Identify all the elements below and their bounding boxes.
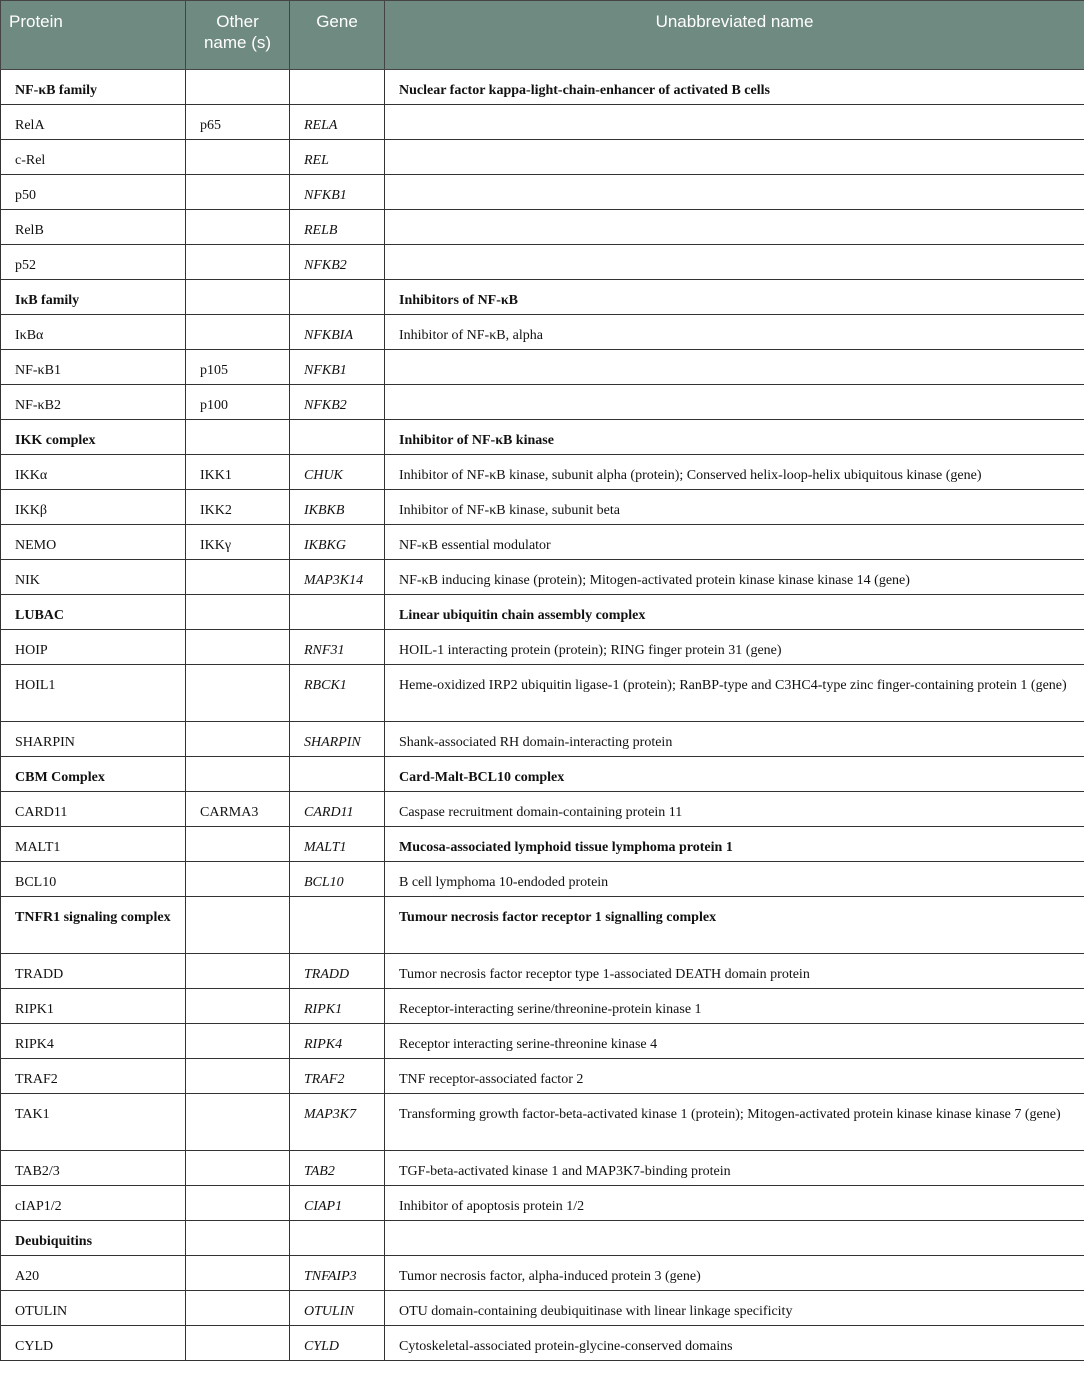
gene-cell: IKBKG [290, 525, 385, 560]
protein-cell: TAB2/3 [1, 1151, 186, 1186]
table-row [1, 315, 1084, 350]
unabbreviated-name-cell [385, 245, 1084, 280]
unabbreviated-name-cell: Tumor necrosis factor, alpha-induced protein 3 (gene) [385, 1256, 1084, 1291]
gene-cell: MALT1 [290, 827, 385, 862]
other-name-cell: p105 [186, 350, 290, 385]
table-row [1, 210, 1084, 245]
protein-cell: MALT1 [1, 827, 186, 862]
gene-cell [290, 70, 385, 105]
gene-cell: RNF31 [290, 630, 385, 665]
group-row [1, 420, 1084, 455]
unabbreviated-name-cell: Cytoskeletal-associated protein-glycine-conserved domains [385, 1326, 1084, 1361]
unabbreviated-name-cell [385, 105, 1084, 140]
table-row [1, 1024, 1084, 1059]
protein-cell: c-Rel [1, 140, 186, 175]
other-name-cell: IKKγ [186, 525, 290, 560]
unabbreviated-name-cell [385, 210, 1084, 245]
gene-cell: BCL10 [290, 862, 385, 897]
other-name-cell [186, 175, 290, 210]
protein-cell: NF-κB1 [1, 350, 186, 385]
table-row [1, 1256, 1084, 1291]
group-row [1, 1221, 1084, 1256]
protein-cell: LUBAC [1, 595, 186, 630]
header-other-names: Other name (s) [186, 1, 290, 70]
unabbreviated-name-cell [385, 140, 1084, 175]
protein-cell: IKKβ [1, 490, 186, 525]
table-row [1, 560, 1084, 595]
protein-cell: p50 [1, 175, 186, 210]
gene-cell: CHUK [290, 455, 385, 490]
unabbreviated-name-cell: Inhibitor of NF-κB, alpha [385, 315, 1084, 350]
protein-cell: RelB [1, 210, 186, 245]
other-name-cell [186, 210, 290, 245]
other-name-cell [186, 560, 290, 595]
gene-cell: CARD11 [290, 792, 385, 827]
protein-cell: IKKα [1, 455, 186, 490]
gene-cell: CYLD [290, 1326, 385, 1361]
protein-cell: HOIL1 [1, 665, 186, 722]
unabbreviated-name-cell: Inhibitors of NF-κB [385, 280, 1084, 315]
table-row [1, 105, 1084, 140]
other-name-cell: p65 [186, 105, 290, 140]
gene-cell: NFKBIA [290, 315, 385, 350]
gene-cell: RIPK1 [290, 989, 385, 1024]
other-name-cell [186, 827, 290, 862]
other-name-cell [186, 245, 290, 280]
protein-cell: TRAF2 [1, 1059, 186, 1094]
other-name-cell [186, 315, 290, 350]
header-gene: Gene [290, 1, 385, 70]
unabbreviated-name-cell: Tumour necrosis factor receptor 1 signalling complex [385, 897, 1084, 954]
protein-cell: cIAP1/2 [1, 1186, 186, 1221]
unabbreviated-name-cell: HOIL-1 interacting protein (protein); RING finger protein 31 (gene) [385, 630, 1084, 665]
table-row [1, 989, 1084, 1024]
protein-cell: CARD11 [1, 792, 186, 827]
protein-cell: IκB family [1, 280, 186, 315]
unabbreviated-name-cell: Card-Malt-BCL10 complex [385, 757, 1084, 792]
unabbreviated-name-cell: Caspase recruitment domain-containing protein 11 [385, 792, 1084, 827]
protein-cell: NF-κB2 [1, 385, 186, 420]
other-name-cell [186, 665, 290, 722]
table-row [1, 245, 1084, 280]
protein-cell: NIK [1, 560, 186, 595]
protein-cell: TNFR1 signaling complex [1, 897, 186, 954]
gene-cell: MAP3K7 [290, 1094, 385, 1151]
gene-cell [290, 280, 385, 315]
other-name-cell [186, 897, 290, 954]
gene-cell: OTULIN [290, 1291, 385, 1326]
protein-cell: p52 [1, 245, 186, 280]
other-name-cell [186, 954, 290, 989]
other-name-cell [186, 1256, 290, 1291]
unabbreviated-name-cell: B cell lymphoma 10-endoded protein [385, 862, 1084, 897]
protein-cell: RIPK1 [1, 989, 186, 1024]
unabbreviated-name-cell: Heme-oxidized IRP2 ubiquitin ligase-1 (protein); RanBP-type and C3HC4-type zinc finger-containing protein 1 (gene) [385, 665, 1084, 722]
table-row [1, 490, 1084, 525]
table-row [1, 1326, 1084, 1361]
protein-cell: TRADD [1, 954, 186, 989]
other-name-cell [186, 1059, 290, 1094]
other-name-cell [186, 1221, 290, 1256]
other-name-cell [186, 757, 290, 792]
protein-cell: CBM Complex [1, 757, 186, 792]
unabbreviated-name-cell [385, 385, 1084, 420]
gene-cell: NFKB2 [290, 245, 385, 280]
protein-cell: IκBα [1, 315, 186, 350]
other-name-cell [186, 862, 290, 897]
protein-cell: NF-κB family [1, 70, 186, 105]
table-row [1, 1186, 1084, 1221]
unabbreviated-name-cell: Linear ubiquitin chain assembly complex [385, 595, 1084, 630]
other-name-cell [186, 140, 290, 175]
unabbreviated-name-cell: Mucosa-associated lymphoid tissue lymphoma protein 1 [385, 827, 1084, 862]
header-unabbreviated-name: Unabbreviated name [385, 1, 1084, 70]
table-row [1, 827, 1084, 862]
table-row [1, 862, 1084, 897]
protein-cell: TAK1 [1, 1094, 186, 1151]
other-name-cell: IKK2 [186, 490, 290, 525]
table-row [1, 792, 1084, 827]
gene-cell [290, 1221, 385, 1256]
unabbreviated-name-cell: Inhibitor of apoptosis protein 1/2 [385, 1186, 1084, 1221]
unabbreviated-name-cell: Receptor interacting serine-threonine kinase 4 [385, 1024, 1084, 1059]
unabbreviated-name-cell: OTU domain-containing deubiquitinase with linear linkage specificity [385, 1291, 1084, 1326]
other-name-cell [186, 989, 290, 1024]
other-name-cell [186, 1151, 290, 1186]
gene-cell: MAP3K14 [290, 560, 385, 595]
table-row [1, 1059, 1084, 1094]
table-row [1, 175, 1084, 210]
unabbreviated-name-cell: Tumor necrosis factor receptor type 1-associated DEATH domain protein [385, 954, 1084, 989]
table-row [1, 525, 1084, 560]
gene-cell: TNFAIP3 [290, 1256, 385, 1291]
gene-cell: NFKB2 [290, 385, 385, 420]
group-row [1, 280, 1084, 315]
protein-cell: RIPK4 [1, 1024, 186, 1059]
other-name-cell [186, 630, 290, 665]
table-body [1, 70, 1084, 1361]
table-row [1, 385, 1084, 420]
gene-cell: TAB2 [290, 1151, 385, 1186]
other-name-cell: CARMA3 [186, 792, 290, 827]
gene-cell: TRAF2 [290, 1059, 385, 1094]
gene-cell: RIPK4 [290, 1024, 385, 1059]
unabbreviated-name-cell: Inhibitor of NF-κB kinase, subunit beta [385, 490, 1084, 525]
gene-cell: TRADD [290, 954, 385, 989]
protein-cell: BCL10 [1, 862, 186, 897]
unabbreviated-name-cell: NF-κB inducing kinase (protein); Mitogen-activated protein kinase kinase kinase 14 (gene) [385, 560, 1084, 595]
table-row [1, 140, 1084, 175]
protein-cell: NEMO [1, 525, 186, 560]
table-row [1, 1291, 1084, 1326]
gene-cell: RELA [290, 105, 385, 140]
protein-cell: A20 [1, 1256, 186, 1291]
unabbreviated-name-cell: Nuclear factor kappa-light-chain-enhancer of activated B cells [385, 70, 1084, 105]
protein-cell: OTULIN [1, 1291, 186, 1326]
unabbreviated-name-cell: TNF receptor-associated factor 2 [385, 1059, 1084, 1094]
other-name-cell [186, 1291, 290, 1326]
protein-cell: RelA [1, 105, 186, 140]
other-name-cell [186, 722, 290, 757]
unabbreviated-name-cell: TGF-beta-activated kinase 1 and MAP3K7-binding protein [385, 1151, 1084, 1186]
unabbreviated-name-cell: Inhibitor of NF-κB kinase [385, 420, 1084, 455]
unabbreviated-name-cell [385, 1221, 1084, 1256]
group-row [1, 70, 1084, 105]
table-row [1, 954, 1084, 989]
other-name-cell [186, 70, 290, 105]
gene-cell: RBCK1 [290, 665, 385, 722]
unabbreviated-name-cell: NF-κB essential modulator [385, 525, 1084, 560]
table-row [1, 1094, 1084, 1151]
other-name-cell: p100 [186, 385, 290, 420]
other-name-cell [186, 420, 290, 455]
table-row [1, 1151, 1084, 1186]
unabbreviated-name-cell: Shank-associated RH domain-interacting protein [385, 722, 1084, 757]
unabbreviated-name-cell: Transforming growth factor-beta-activated kinase 1 (protein); Mitogen-activated protein kinase kinase kinase 7 (gene) [385, 1094, 1084, 1151]
gene-cell [290, 420, 385, 455]
group-row [1, 757, 1084, 792]
other-name-cell [186, 1094, 290, 1151]
protein-cell: Deubiquitins [1, 1221, 186, 1256]
unabbreviated-name-cell: Receptor-interacting serine/threonine-protein kinase 1 [385, 989, 1084, 1024]
gene-cell: IKBKB [290, 490, 385, 525]
protein-cell: HOIP [1, 630, 186, 665]
table-row [1, 722, 1084, 757]
table-row [1, 350, 1084, 385]
other-name-cell [186, 1186, 290, 1221]
table-row [1, 630, 1084, 665]
gene-cell: NFKB1 [290, 350, 385, 385]
table-row [1, 665, 1084, 722]
other-name-cell [186, 595, 290, 630]
gene-cell [290, 595, 385, 630]
header-protein: Protein [1, 1, 186, 70]
gene-cell: RELB [290, 210, 385, 245]
protein-cell: IKK complex [1, 420, 186, 455]
protein-cell: SHARPIN [1, 722, 186, 757]
unabbreviated-name-cell [385, 175, 1084, 210]
unabbreviated-name-cell: Inhibitor of NF-κB kinase, subunit alpha (protein); Conserved helix-loop-helix ubiquitous kinase (gene) [385, 455, 1084, 490]
table-row [1, 455, 1084, 490]
group-row [1, 595, 1084, 630]
other-name-cell [186, 1326, 290, 1361]
gene-cell: NFKB1 [290, 175, 385, 210]
other-name-cell: IKK1 [186, 455, 290, 490]
protein-cell: CYLD [1, 1326, 186, 1361]
gene-cell [290, 897, 385, 954]
gene-cell: REL [290, 140, 385, 175]
unabbreviated-name-cell [385, 350, 1084, 385]
other-name-cell [186, 280, 290, 315]
gene-cell [290, 757, 385, 792]
gene-cell: SHARPIN [290, 722, 385, 757]
gene-cell: CIAP1 [290, 1186, 385, 1221]
group-row [1, 897, 1084, 954]
header-row [1, 1, 1084, 70]
other-name-cell [186, 1024, 290, 1059]
